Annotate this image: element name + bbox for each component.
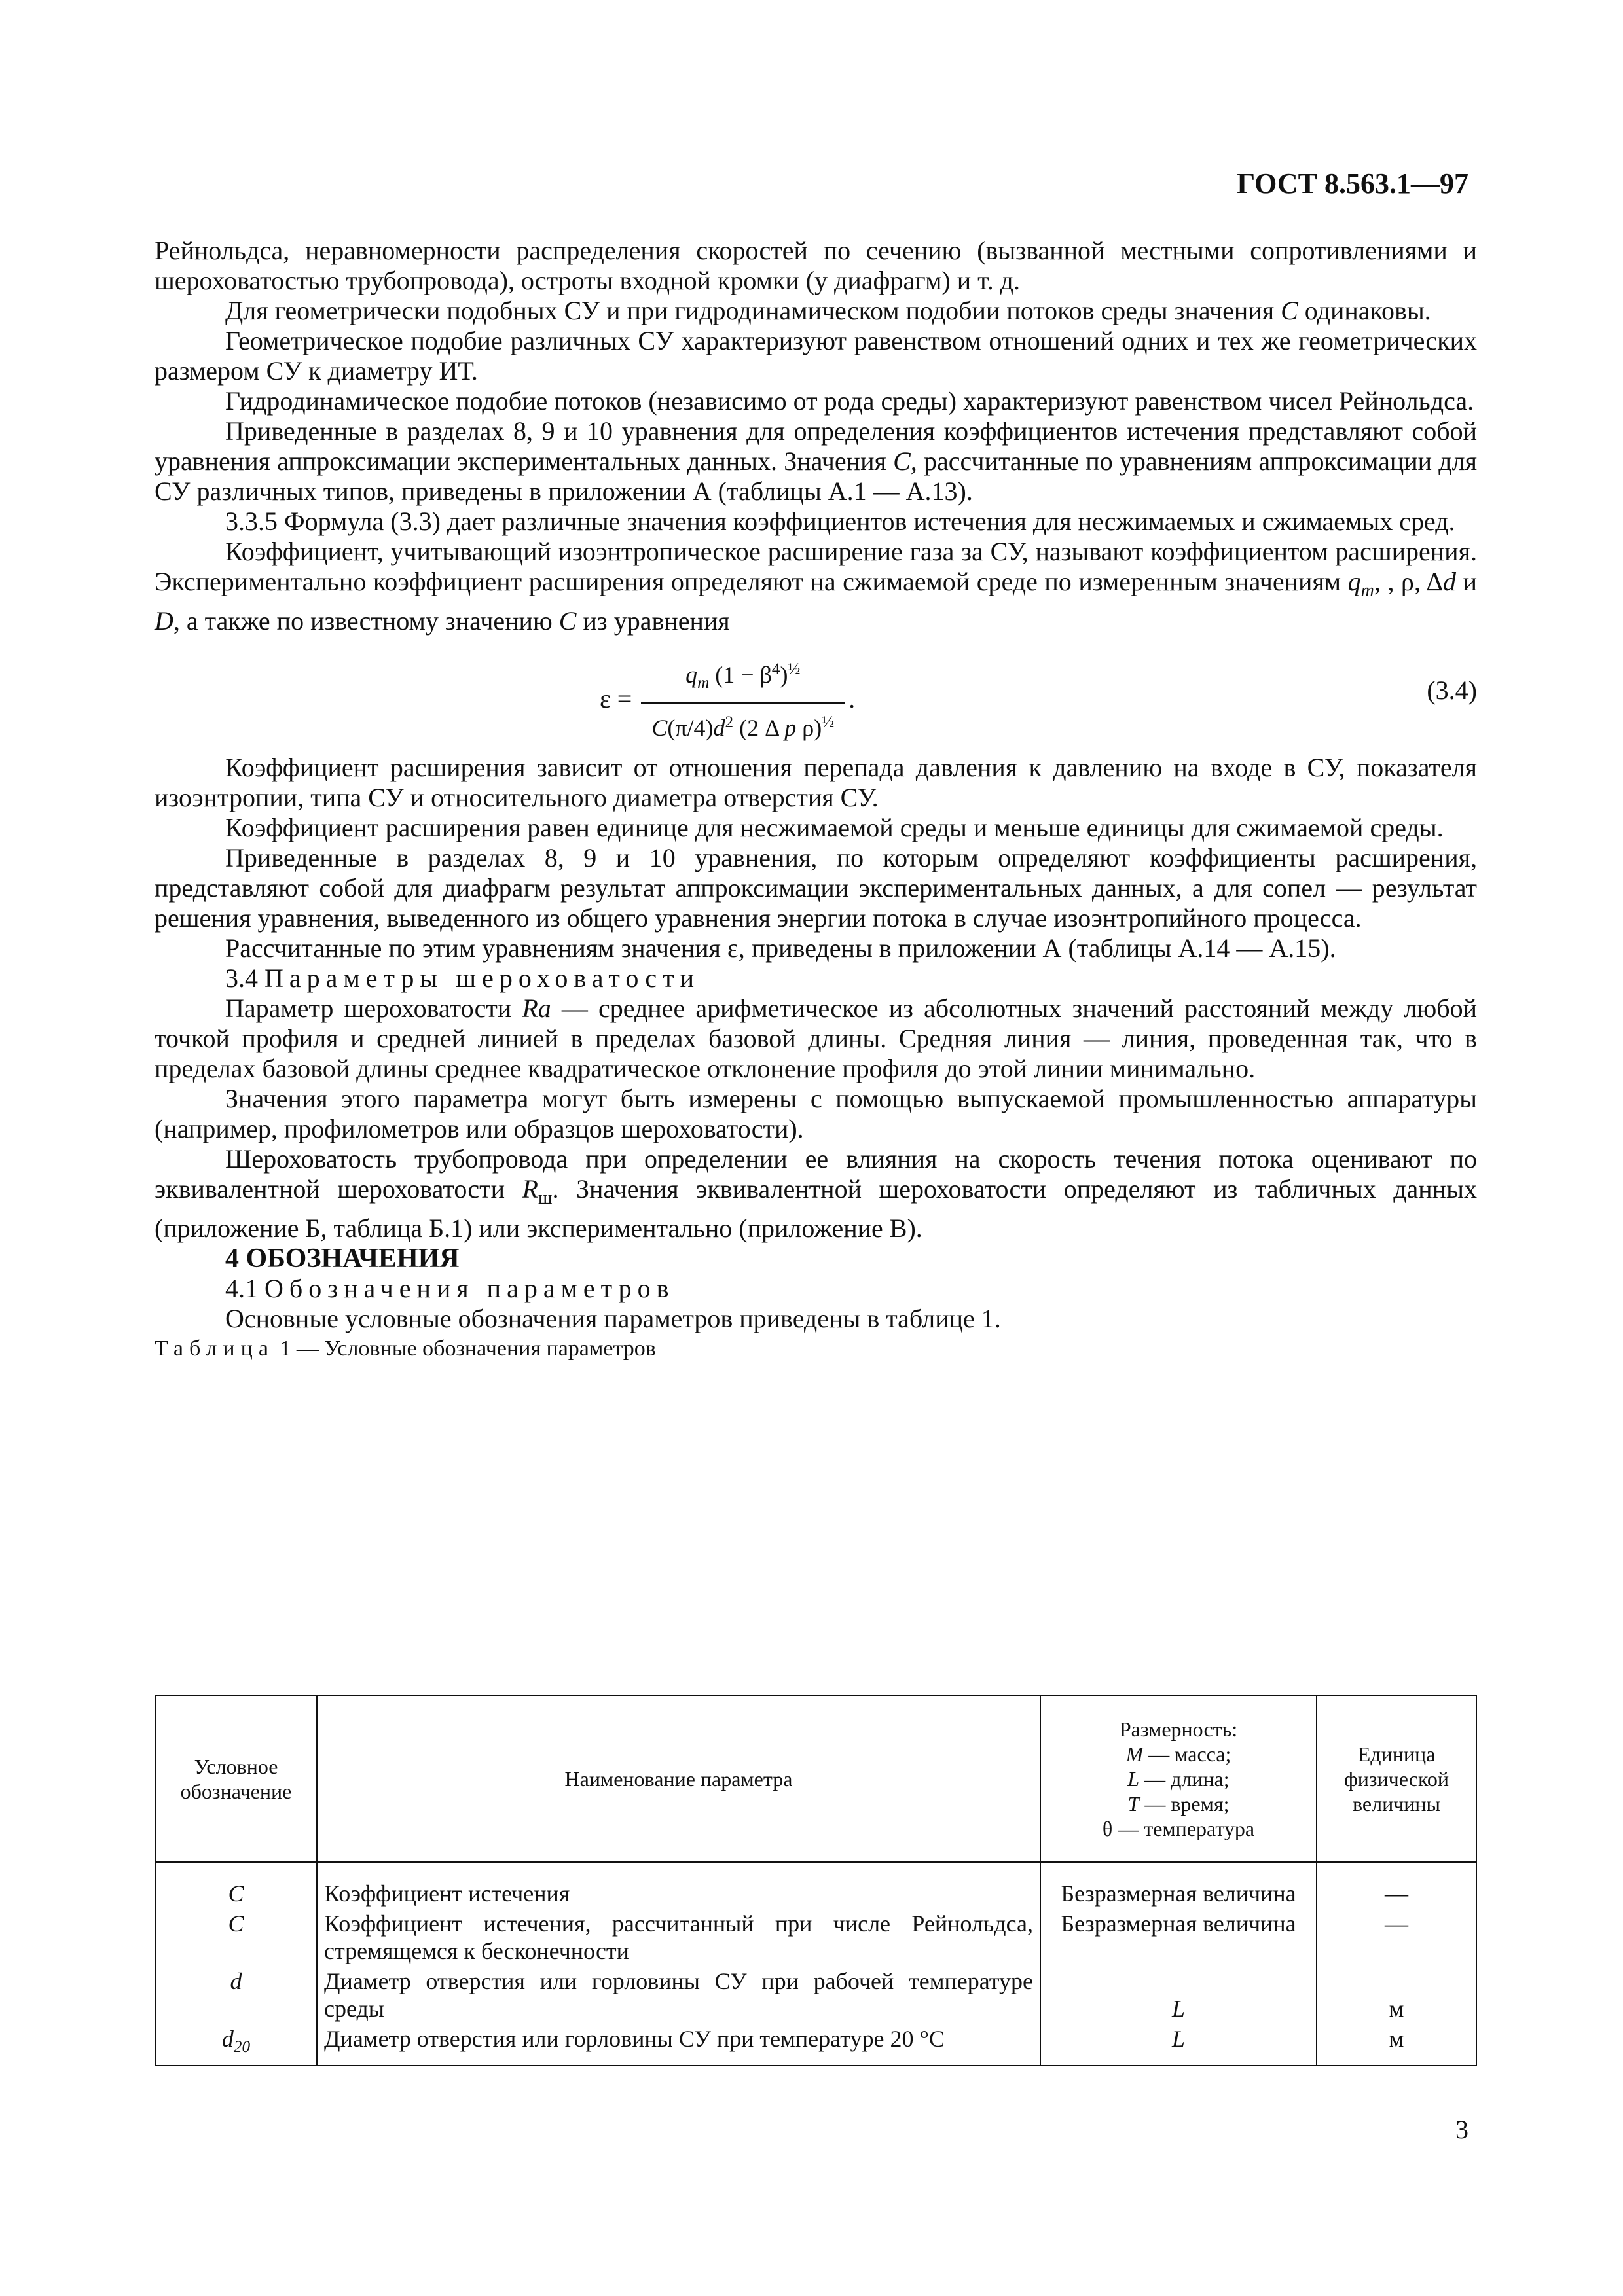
cell-dimension: Безразмерная величина [1040,1862,1317,1909]
formula-numerator: $q_m$ $(1 - \beta^4)^{\frac{1}{2}}$ [685,660,801,692]
cell-symbol: C [155,1909,317,1966]
header-dimension: Размерность: M — масса; L — длина; T — время; θ — температура [1040,1696,1317,1862]
cell-symbol: d [155,1966,317,2024]
cell-dimension: L [1040,2024,1317,2066]
subsection-heading: 4.1 Обозначения параметров [225,1274,675,1303]
paragraph: Геометрическое подобие различных СУ характеризуют равенством отношений одних и тех же геометрических размером СУ к диаметру ИТ. [155,326,1477,386]
paragraph: Рассчитанные по этим уравнениям значения ε, приведены в приложении А (таблицы А.14 — А.15). [225,933,1336,963]
formula-fraction [641,655,845,743]
cell-name: Диаметр отверстия или горловины СУ при рабочей температуре среды [317,1966,1040,2024]
formula-number: (3.4) [1427,675,1477,705]
cell-symbol: $d_{20}$ [155,2024,317,2066]
cell-name: Коэффициент истечения, рассчитанный при числе Рейнольдса, стремящемся к бесконечности [317,1909,1040,1966]
formula-expression: ε = $\frac{q_m (1 - \beta^4)^{\frac{1}{2}}}{C(\pi/4)d^2 (2 \Delta p \rho)^{\frac{1}{2}}}$ . [600,655,855,743]
table-header-row [155,1696,1476,1862]
paragraph: Рейнольдса, неравномерности распределения скоростей по сечению (вызванной местными сопротивлениями и шероховатостью трубопровода), остроты входной кромки (у диафрагм) и т. д. [155,236,1477,295]
section-title: 4 ОБОЗНАЧЕНИЯ [225,1244,460,1274]
paragraph: Шероховатость трубопровода при определении ее влияния на скорость течения потока оценивают по эквивалентной шероховатости $R_ш$. Значения эквивалентной шероховатости определяют из табличных данных (приложение Б, таблица Б.1) или экспериментально (приложение В). [155,1144,1477,1243]
formula-3-4 [155,648,1477,740]
cell-name: Коэффициент истечения [317,1862,1040,1909]
paragraph: Коэффициент расширения зависит от отношения перепада давления к давлению на входе в СУ, показателя изоэнтропии, типа СУ и относительного диаметра отверстия СУ. [155,753,1477,812]
cell-unit: м [1317,1966,1476,2024]
cell-name: Диаметр отверстия или горловины СУ при температуре 20 °С [317,2024,1040,2066]
cell-unit: — [1317,1862,1476,1909]
body-text [155,236,1477,1364]
subsection-heading: 3.4 Параметры шероховатости [225,963,701,993]
paragraph: 3.3.5 Формула (3.3) дает различные значения коэффициентов истечения для несжимаемых и сжимаемых сред. [225,507,1455,536]
paragraph: Коэффициент, учитывающий изоэнтропическое расширение газа за СУ, называют коэффициентом расширения. Экспериментально коэффициент расширения определяют на сжимаемой среде по измеренным значениям $q_m$, , ρ, Δd и D, а также по известному значению C из уравнения [155,537,1478,636]
parameters-table [155,1695,1477,2066]
paragraph: Параметр шероховатости Ra — среднее арифметическое из абсолютных значений расстояний между любой точкой профиля и средней линией в пределах базовой длины. Средняя линия — линия, проведенная так, что в пределах базовой длины среднее квадратическое отклонение профиля до этой линии минимально. [155,994,1477,1083]
cell-unit: м [1317,2024,1476,2066]
table-caption: Таблица 1 — Условные обозначения параметров [155,1336,656,1361]
paragraph: Приведенные в разделах 8, 9 и 10 уравнения для определения коэффициентов истечения представляют собой уравнения аппроксимации экспериментальных данных. Значения C, рассчитанные по уравнениям аппроксимации для СУ различных типов, приведены в приложении А (таблицы А.1 — А.13). [155,416,1477,506]
cell-dimension: Безразмерная величина [1040,1909,1317,1966]
cell-symbol: C [155,1862,317,1909]
formula-denominator: $C(\pi/4)d^2$ (2 Δ p ρ)$^{\frac{1}{2}}$ [641,702,845,743]
paragraph: Основные условные обозначения параметров приведены в таблице 1. [225,1304,1001,1333]
page-number: 3 [1455,2115,1468,2144]
header-unit: Единица физической величины [1317,1696,1476,1862]
table-row [155,1909,1476,1966]
paragraph: Для геометрически подобных СУ и при гидродинамическом подобии потоков среды значения C одинаковы. [225,296,1431,325]
cell-dimension: L [1040,1966,1317,2024]
paragraph: Гидродинамическое подобие потоков (независимо от рода среды) характеризуют равенством чисел Рейнольдса. [225,386,1474,416]
paragraph: Коэффициент расширения равен единице для несжимаемой среды и меньше единицы для сжимаемой среды. [225,813,1444,842]
table-row [155,1862,1476,1909]
table-row [155,2024,1476,2066]
cell-unit: — [1317,1909,1476,1966]
table-row [155,1966,1476,2024]
header-name: Наименование параметра [317,1696,1040,1862]
gost-header: ГОСТ 8.563.1—97 [1237,168,1468,200]
header-symbol: Условное обозначение [155,1696,317,1862]
paragraph: Значения этого параметра могут быть измерены с помощью выпускаемой промышленностью аппаратуры (например, профилометров или образцов шероховатости). [155,1084,1477,1143]
paragraph: Приведенные в разделах 8, 9 и 10 уравнения, по которым определяют коэффициенты расширения, представляют собой для диафрагм результат аппроксимации экспериментальных данных, а для сопел — результат решения уравнения, выведенного из общего уравнения энергии потока в случае изоэнтропийного процесса. [155,843,1477,933]
